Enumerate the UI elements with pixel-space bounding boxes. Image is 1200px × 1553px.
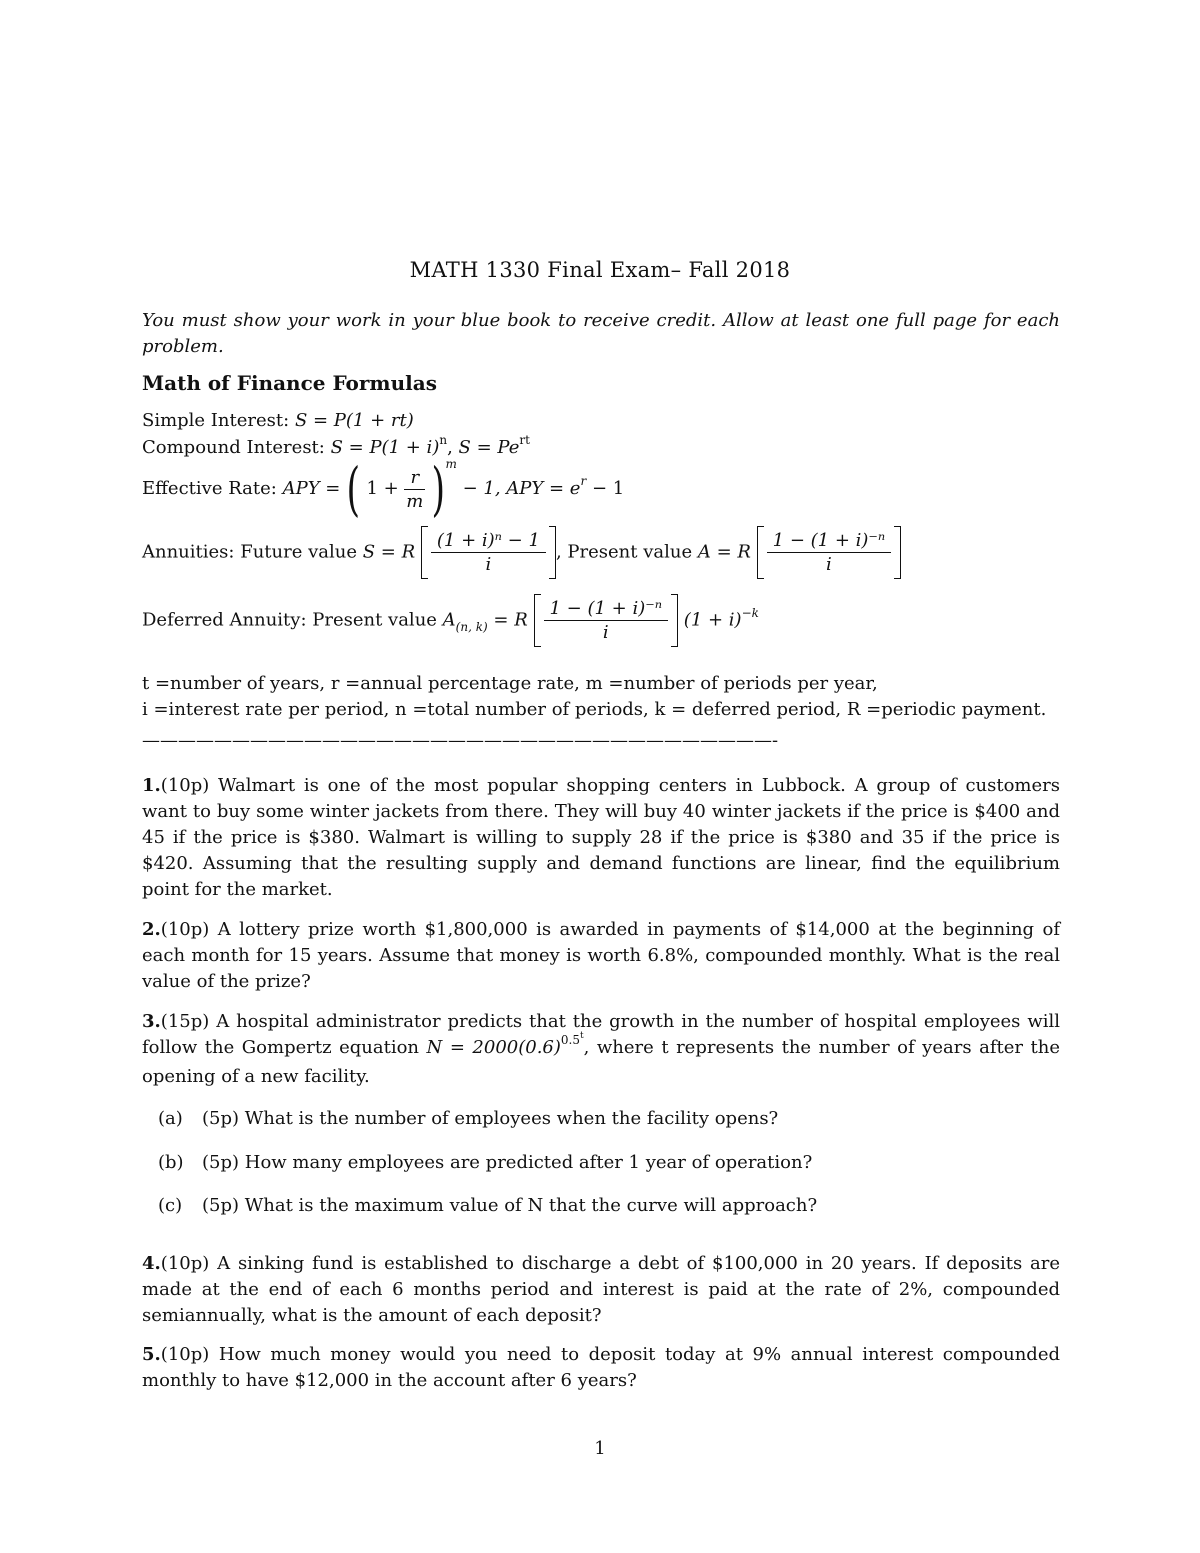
problem-4: 4.(10p) A sinking fund is established to discharge a debt of $100,000 in 20 years. If deposits are made at the end of each 6 months period and interest is paid at the rate of 2%, compounded semiannually, what is the amount of each deposit? bbox=[142, 1253, 1060, 1326]
definitions-line-1: t =number of years, r =annual percentage rate, m =number of periods per year, bbox=[142, 673, 878, 694]
problem-3-part-c: (c) (5p) What is the maximum value of N that the curve will approach? bbox=[158, 1195, 818, 1216]
page-number: 1 bbox=[594, 1438, 606, 1459]
problem-3-part-a: (a) (5p) What is the number of employees when the facility opens? bbox=[158, 1108, 779, 1129]
separator-line: ———————————————————————————————————- bbox=[142, 730, 779, 751]
problem-1: 1.(10p) Walmart is one of the most popular shopping centers in Lubbock. A group of customers want to buy some winter jackets from there. They will buy 40 winter jackets if the price is $400 and 45 if the price is $380. Walmart is willing to supply 28 if the price is $380 and 35 if the price is $420. Assuming that the resulting supply and demand functions are linear, find the equilibrium point for the market. bbox=[142, 775, 1060, 900]
deferred-annuity-formula: Deferred Annuity: Present value $A_{(n, k)} = R$ $\frac{\text{1 − (1 + i)⁻ⁿ}}{i}$ $(1 + i)^{-k}$ bbox=[142, 598, 759, 643]
exam-instructions: You must show your work in your blue book to receive credit. Allow at least one full page for each problem. bbox=[142, 310, 1060, 357]
problem-5: 5.(10p) How much money would you need to deposit today at 9% annual interest compounded monthly to have $12,000 in the account after 6 years? bbox=[142, 1344, 1060, 1391]
effective-rate-formula: Effective Rate: APY = ( 1 + $\frac{r}{m}$ )$^m$ − 1, APY = $e^r - 1$ bbox=[142, 455, 625, 523]
problem-2: 2.(10p) A lottery prize worth $1,800,000 is awarded in payments of $14,000 at the beginning of each month for 15 years. Assume that money is worth 6.8%, compounded monthly. What is the real value of the prize? bbox=[142, 919, 1060, 992]
gompertz-equation: N = 2000(0.6) bbox=[426, 1037, 561, 1058]
simple-interest-formula: Simple Interest: S = P(1 + rt) bbox=[142, 410, 414, 431]
variable-definitions bbox=[142, 671, 1060, 723]
problem-3: 3.(15p) A hospital administrator predicts that the growth in the number of hospital employees will follow the Gompertz equation $N = 2000(0.6)^{0.5t}$, where t represents the number of years after the opening of a new facility. bbox=[142, 1011, 1060, 1087]
exam-title: MATH 1330 Final Exam– Fall 2018 bbox=[409, 258, 791, 282]
compound-interest-formula: Compound Interest: $S = P(1 + i)^n$, $S = Pe^{rt}$ bbox=[142, 433, 530, 458]
annuities-formula: Annuities: Future value S = R $\frac{\text{(1 + i)ⁿ − 1}}{i}$ , Present value A = R $\frac{\text{1 − (1 + i)⁻ⁿ}}{i}$ bbox=[142, 530, 901, 575]
definitions-line-2: i =interest rate per period, n =total number of periods, k = deferred period, R =periodic payment. bbox=[142, 699, 1047, 720]
formulas-heading: Math of Finance Formulas bbox=[142, 371, 437, 395]
problem-3-part-b: (b) (5p) How many employees are predicted after 1 year of operation? bbox=[158, 1152, 813, 1173]
